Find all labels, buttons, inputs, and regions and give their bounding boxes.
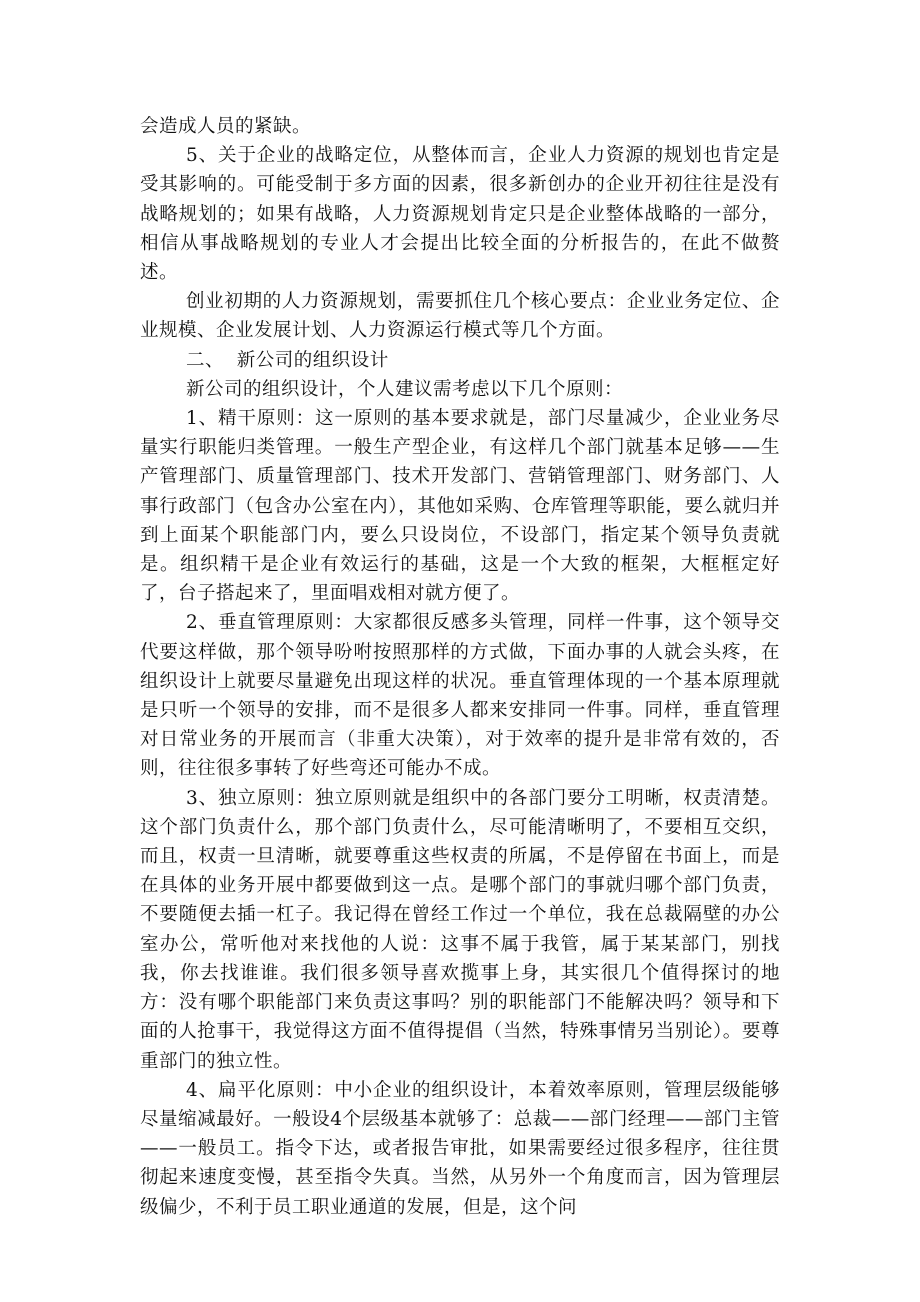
- paragraph-core-points: 创业初期的人力资源规划，需要抓住几个核心要点：企业业务定位、企业规模、企业发展计划、人力资源运行模式等几个方面。: [140, 291, 780, 342]
- paragraph-principle-independence: 3、独立原则：独立原则就是组织中的各部门要分工明晰，权责清楚。这个部门负责什么，那个部门负责什么，尽可能清晰明了，不要相互交织，而且，权责一旦清晰，就要尊重这些权责的所属，不是停留在书面上，而是在具体的业务开展中都要做到这一点。是哪个部门的事就归哪个部门负责，不要随便去插一杠子。我记得在曾经工作过一个单位，我在总裁隔壁的办公室办公，常听他对来找他的人说：这事不属于我管，属于某某部门，别找我，你去找谁谁。我们很多领导喜欢揽事上身，其实很几个值得探讨的地方：没有哪个职能部门来负责这事吗？别的职能部门不能解决吗？领导和下面的人抢事干，我觉得这方面不值得提倡（当然，特殊事情另当别论）。要尊重部门的独立性。: [140, 787, 780, 1072]
- paragraph-principle-flat: 4、扁平化原则：中小企业的组织设计，本着效率原则，管理层级能够尽量缩减最好。一般设4个层级基本就够了：总裁——部门经理——部门主管——一般员工。指令下达，或者报告审批，如果需要经过很多程序，往往贯彻起来速度变慢，甚至指令失真。当然，从另外一个角度而言，因为管理层级偏少，不利于员工职业通道的发展，但是，这个问: [140, 1079, 780, 1218]
- paragraph-principles-intro: 新公司的组织设计，个人建议需考虑以下几个原则：: [186, 378, 624, 400]
- paragraph-continuation: 会造成人员的紧缺。: [140, 116, 312, 137]
- paragraph-principle-lean: 1、精干原则：这一原则的基本要求就是，部门尽量减少，企业业务尽量实行职能归类管理。一般生产型企业，有这样几个部门就基本足够——生产管理部门、质量管理部门、技术开发部门、营销管理部门、财务部门、人事行政部门（包含办公室在内），其他如采购、仓库管理等职能，要么就归并到上面某个职能部门内，要么只设岗位，不设部门，指定某个领导负责就是。组织精干是企业有效运行的基础，这是一个大致的框架，大框框定好了，台子搭起来了，里面唱戏相对就方便了。: [140, 408, 780, 605]
- paragraph-principle-vertical: 2、垂直管理原则：大家都很反感多头管理，同样一件事，这个领导交代要这样做，那个领导吩咐按照那样的方式做，下面办事的人就会头疼，在组织设计上就要尽量避免出现这样的状况。垂直管理体现的一个基本原理就是只听一个领导的安排，而不是很多人都来安排同一件事。同样，垂直管理对日常业务的开展而言（非重大决策），对于效率的提升是非常有效的，否则，往往很多事转了好些弯还可能办不成。: [140, 612, 780, 780]
- document-body: [140, 112, 780, 1222]
- section-heading: 二、 新公司的组织设计: [186, 349, 389, 371]
- paragraph-strategy-positioning: 5、关于企业的战略定位，从整体而言，企业人力资源的规划也肯定是受其影响的。可能受制于多方面的因素，很多新创办的企业开初往往是没有战略规划的；如果有战略，人力资源规划肯定只是企业整体战略的一部分，相信从事战略规划的专业人才会提出比较全面的分析报告的，在此不做赘述。: [140, 145, 780, 284]
